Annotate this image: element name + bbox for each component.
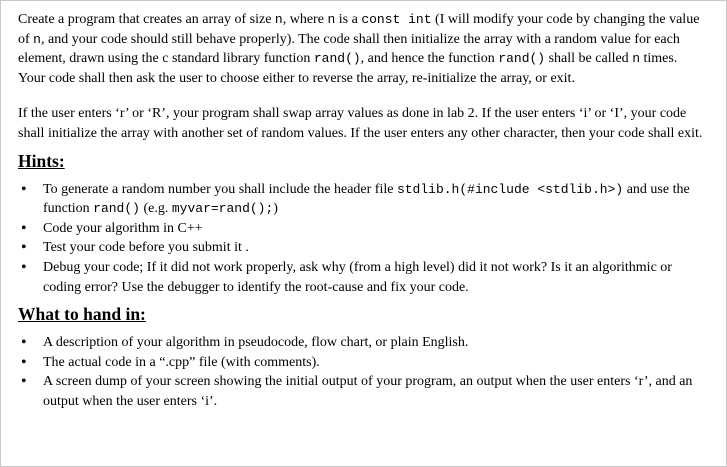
text-run: , and your code should still behave properly). The code shall then initialize the array with a random value for each element, drawn using the c standard library function [18, 31, 680, 67]
text-run: (I will modify your code by changing the value of [18, 12, 700, 47]
code-n: n [327, 12, 336, 27]
text-run: (e.g. [139, 201, 172, 217]
text-run: Create a program that creates an array of size [18, 12, 275, 27]
code-rand: rand() [313, 51, 361, 67]
text-run: , where [282, 12, 328, 27]
text-run: To generate a random number you shall include the header file [43, 181, 397, 197]
code-example: myvar=rand(); [171, 201, 274, 217]
list-item: • Code your algorithm in C++ [40, 219, 704, 239]
code-rand: rand() [93, 201, 140, 217]
code-include: stdlib.h(#include <stdlib.h>) [396, 181, 624, 197]
text-run: shall be called [545, 51, 633, 67]
list-item: • A screen dump of your screen showing the initial output of your program, an output when the user enters ‘r’, and an output when the user enters ‘i’. [40, 372, 704, 411]
list-item: • Test your code before you submit it . [40, 238, 704, 258]
code-rand: rand() [498, 51, 546, 67]
text-run: times. Your code shall then ask the user to choose either to reverse the array, re-initialize the array, or exit. [18, 51, 678, 86]
text-run: is a [335, 12, 362, 27]
code-n: n [33, 31, 41, 47]
hints-heading: Hints: [18, 150, 65, 171]
hints-list [18, 180, 704, 298]
hand-in-heading: What to hand in: [18, 304, 146, 325]
code-const-int: const int [361, 12, 432, 27]
user-input-paragraph: If the user enters ‘r’ or ‘R’, your program shall swap array values as done in lab 2. If the user enters ‘i’ or ‘I’, your code shall initialize the array with another set of random values. If the user enters any other character, then your code shall exit. [18, 106, 703, 141]
text-run: and use the function [43, 181, 690, 217]
code-n: n [632, 51, 640, 67]
code-n: n [274, 12, 283, 27]
hand-in-list [18, 333, 704, 411]
text-run: , and hence the function [360, 51, 499, 67]
list-item: • A description of your algorithm in pseudocode, flow chart, or plain English. [40, 333, 704, 353]
intro-paragraph [18, 10, 704, 88]
list-item: • The actual code in a “.cpp” file (with comments). [40, 353, 704, 373]
list-item [40, 180, 704, 219]
text-run: ) [273, 201, 278, 217]
list-item: • Debug your code; If it did not work properly, ask why (from a high level) did it not work? Is it an algorithmic or coding error? Use the debugger to identify the root-cause and fix your code. [40, 258, 704, 297]
